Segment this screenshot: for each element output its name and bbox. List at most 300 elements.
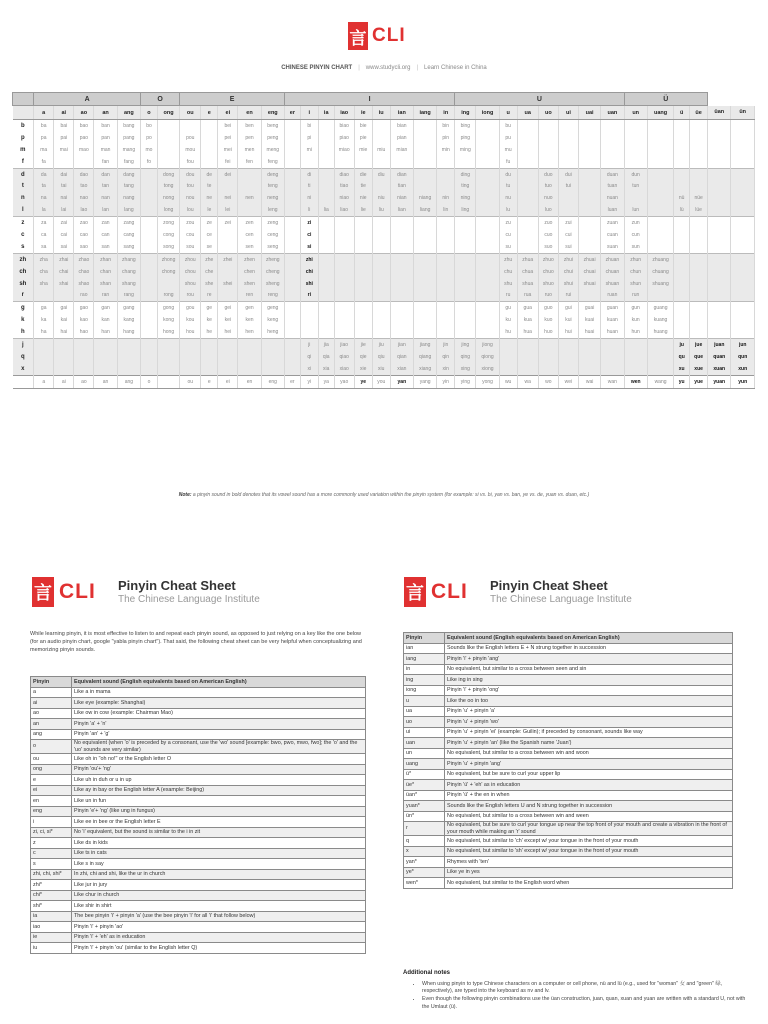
syllable-cell: bao [74, 120, 94, 132]
syllable-cell: yun [731, 375, 755, 388]
syllable-cell: qing [455, 351, 476, 363]
syllable-cell: tou [180, 180, 201, 192]
equivalent-cell: Pinyin 'u' + pinyin 'ei' (example: Guilin); if preceded by consonant, sounds like way [445, 727, 733, 738]
pinyin-cell: shi* [31, 901, 72, 912]
syllable-cell [34, 351, 54, 363]
syllable-cell: qian [390, 351, 413, 363]
syllable-cell: ke [201, 314, 218, 326]
syllable-cell: wen [624, 375, 647, 388]
syllable-cell [318, 156, 334, 168]
syllable-cell [141, 266, 158, 278]
syllable-cell [74, 363, 94, 375]
syllable-cell [284, 168, 300, 180]
cheat-row [404, 738, 733, 749]
initial-cell: b [13, 120, 34, 132]
syllable-cell [690, 132, 708, 144]
final-header: e [201, 106, 218, 120]
syllable-cell: leng [261, 204, 284, 216]
cheat-row [404, 643, 733, 654]
syllable-cell [34, 363, 54, 375]
syllable-cell: dai [54, 168, 74, 180]
syllable-cell: zhan [94, 253, 117, 265]
syllable-cell: lang [117, 204, 140, 216]
syllable-cell [141, 168, 158, 180]
syllable-cell: ce [201, 229, 218, 241]
syllable-cell [284, 266, 300, 278]
pinyin-cell: ün* [404, 811, 445, 822]
syllable-cell [674, 241, 690, 253]
cheat-row [404, 822, 733, 836]
equivalent-cell: Like un in fun [72, 796, 366, 807]
syllable-cell: gu [499, 302, 517, 314]
syllable-cell: suan [601, 241, 624, 253]
equivalent-cell: Pinyin 'i' + pinyin 'ong' [445, 685, 733, 696]
pinyin-cell: wen* [404, 878, 445, 889]
cheat-row [31, 740, 366, 754]
syllable-cell [201, 363, 218, 375]
syllable-cell: ta [34, 180, 54, 192]
syllable-cell: ni [300, 192, 318, 204]
syllable-cell [624, 363, 647, 375]
equivalent-cell: No equivalent, but similar to a cross between seen and sin [445, 664, 733, 675]
pinyin-cell: an [31, 719, 72, 730]
note-item: • When using pinyin to type Chinese characters on a computer or cell phone, nü and lü (e.g., used for "woman" 女 and "green" 绿, respectively), are typed into the keyboard as nv and lv. [422, 981, 752, 995]
site-link[interactable]: www.studycli.org [365, 65, 411, 71]
syllable-cell: nie [354, 192, 372, 204]
syllable-cell: shi [300, 278, 318, 290]
syllable-cell [455, 156, 476, 168]
syllable-cell: pian [390, 132, 413, 144]
equivalent-cell: Pinyin 'i' + pinyin 'ang' [445, 654, 733, 665]
chart-row [13, 339, 755, 351]
syllable-cell [690, 144, 708, 156]
syllable-cell: zhen [238, 253, 261, 265]
syllable-cell: ran [94, 289, 117, 301]
equivalent-cell: Sounds like the English letters E + N strung together in succession [445, 643, 733, 654]
syllable-cell [647, 120, 673, 132]
syllable-cell: tun [624, 180, 647, 192]
syllable-cell: chuo [538, 266, 558, 278]
syllable-cell: men [238, 144, 261, 156]
syllable-cell: gao [74, 302, 94, 314]
syllable-cell [731, 168, 755, 180]
syllable-cell [731, 278, 755, 290]
syllable-cell: huan [601, 326, 624, 338]
equivalent-cell: The bee pinyin 'i' + pinyin 'a' (use the bee pinyin 'i' for all 'i' that follow below) [72, 911, 366, 922]
syllable-cell: shu [499, 278, 517, 290]
syllable-cell [238, 168, 261, 180]
syllable-cell: nin [437, 192, 455, 204]
syllable-cell: ming [455, 144, 476, 156]
pinyin-cell: i [31, 817, 72, 828]
syllable-cell: zeng [261, 217, 284, 229]
syllable-cell [558, 156, 578, 168]
syllable-cell: zhu [499, 253, 517, 265]
final-header: ie [354, 106, 372, 120]
syllable-cell [624, 156, 647, 168]
syllable-cell [647, 241, 673, 253]
syllable-cell: po [141, 132, 158, 144]
syllable-cell [601, 120, 624, 132]
syllable-cell: bo [141, 120, 158, 132]
final-header: ao [74, 106, 94, 120]
initial-cell: c [13, 229, 34, 241]
chart-row [13, 144, 755, 156]
syllable-cell: dian [390, 168, 413, 180]
syllable-cell [558, 132, 578, 144]
pinyin-cell: u [404, 696, 445, 707]
syllable-cell: lan [94, 204, 117, 216]
syllable-cell [318, 168, 334, 180]
syllable-cell [601, 132, 624, 144]
chart-row [13, 192, 755, 204]
syllable-cell [708, 253, 731, 265]
syllable-cell: chui [558, 266, 578, 278]
syllable-cell: bang [117, 120, 140, 132]
syllable-cell [558, 120, 578, 132]
syllable-cell [238, 351, 261, 363]
syllable-cell [284, 302, 300, 314]
final-header [13, 106, 34, 120]
syllable-cell [284, 144, 300, 156]
syllable-cell: na [34, 192, 54, 204]
syllable-cell: pen [238, 132, 261, 144]
syllable-cell: tiao [334, 180, 354, 192]
syllable-cell: ying [455, 375, 476, 388]
syllable-cell: mao [74, 144, 94, 156]
syllable-cell: pie [354, 132, 372, 144]
syllable-cell: li [300, 204, 318, 216]
syllable-cell: lu [499, 204, 517, 216]
syllable-cell: dun [624, 168, 647, 180]
syllable-cell [674, 156, 690, 168]
cheat-row [404, 801, 733, 812]
cheat-row [404, 857, 733, 868]
syllable-cell: mi [300, 144, 318, 156]
chart-row [13, 302, 755, 314]
logo-glyph: 言 [32, 577, 54, 607]
syllable-cell: you [372, 375, 390, 388]
syllable-cell: rong [157, 289, 179, 301]
syllable-cell: bu [499, 120, 517, 132]
initial-cell: sh [13, 278, 34, 290]
syllable-cell [284, 253, 300, 265]
syllable-cell [731, 289, 755, 301]
cheat-row [31, 764, 366, 775]
syllable-cell: ban [94, 120, 117, 132]
chart-row [13, 278, 755, 290]
syllable-cell [708, 302, 731, 314]
syllable-cell: biao [334, 120, 354, 132]
final-header: ou [180, 106, 201, 120]
syllable-cell [476, 180, 499, 192]
syllable-cell: pei [218, 132, 238, 144]
cheat-row [404, 759, 733, 770]
syllable-cell: gui [558, 302, 578, 314]
syllable-cell: zou [180, 217, 201, 229]
syllable-cell: tuan [601, 180, 624, 192]
equivalent-cell: No equivalent (when 'o' is preceded by a consonant, use the 'wo' sound [example: bwo, pwo, mwo, fwo]; the 'o' and the 'uo' sounds are very similar) [72, 740, 366, 754]
cheat-row [404, 727, 733, 738]
syllable-cell [284, 120, 300, 132]
syllable-cell [117, 363, 140, 375]
syllable-cell [578, 289, 600, 301]
syllable-cell: shuai [578, 278, 600, 290]
syllable-cell: jia [318, 339, 334, 351]
equivalent-cell: Like jur in jury [72, 880, 366, 891]
syllable-cell: shui [558, 278, 578, 290]
syllable-cell: jiong [476, 339, 499, 351]
syllable-cell: tang [117, 180, 140, 192]
cheat-row [404, 878, 733, 889]
syllable-cell: jiao [334, 339, 354, 351]
cheat-row [31, 911, 366, 922]
syllable-cell [476, 278, 499, 290]
syllable-cell: wu [499, 375, 517, 388]
syllable-cell: gan [94, 302, 117, 314]
syllable-cell: kang [117, 314, 140, 326]
syllable-cell: chong [157, 266, 179, 278]
syllable-cell [141, 278, 158, 290]
syllable-cell: hang [117, 326, 140, 338]
syllable-cell: cang [117, 229, 140, 241]
chart-title: CHINESE PINYIN CHART [281, 65, 353, 71]
syllable-cell [201, 120, 218, 132]
syllable-cell: kou [180, 314, 201, 326]
syllable-cell [517, 192, 538, 204]
syllable-cell: fan [94, 156, 117, 168]
syllable-cell [117, 351, 140, 363]
syllable-cell: shang [117, 278, 140, 290]
syllable-cell [261, 351, 284, 363]
final-header: ai [54, 106, 74, 120]
syllable-cell [141, 363, 158, 375]
syllable-cell: wa [517, 375, 538, 388]
syllable-cell: ye [354, 375, 372, 388]
cheat-row [31, 932, 366, 943]
syllable-cell [180, 339, 201, 351]
cheat-row [404, 867, 733, 878]
equivalent-cell: Like ee in bee or the English letter E [72, 817, 366, 828]
syllable-cell [476, 144, 499, 156]
syllable-cell: lei [218, 204, 238, 216]
syllable-cell [455, 289, 476, 301]
cheat-row [404, 675, 733, 686]
syllable-cell: xi [300, 363, 318, 375]
syllable-cell: zong [157, 217, 179, 229]
syllable-cell: le [201, 204, 218, 216]
syllable-cell: eng [261, 375, 284, 388]
syllable-cell [284, 180, 300, 192]
logo-glyph: 言 [404, 577, 426, 607]
cheat-row [31, 922, 366, 933]
syllable-cell [238, 204, 261, 216]
cheat-row [404, 790, 733, 801]
syllable-cell [318, 278, 334, 290]
equivalent-cell: No 'i' equivalent, but the sound is similar to the i in zit [72, 827, 366, 838]
syllable-cell: wang [647, 375, 673, 388]
syllable-cell: xiu [372, 363, 390, 375]
final-header: uan [601, 106, 624, 120]
syllable-cell: pu [499, 132, 517, 144]
syllable-cell [318, 266, 334, 278]
pinyin-cell: q [404, 836, 445, 847]
initial-cell: n [13, 192, 34, 204]
syllable-cell [708, 314, 731, 326]
final-header: eng [261, 106, 284, 120]
syllable-cell [238, 339, 261, 351]
syllable-cell [372, 289, 390, 301]
syllable-cell: peng [261, 132, 284, 144]
syllable-cell [372, 314, 390, 326]
syllable-cell [624, 132, 647, 144]
syllable-cell [647, 180, 673, 192]
syllable-cell: xiong [476, 363, 499, 375]
syllable-cell [157, 120, 179, 132]
syllable-cell [731, 302, 755, 314]
syllable-cell: sang [117, 241, 140, 253]
syllable-cell [578, 229, 600, 241]
cheat-row [404, 836, 733, 847]
syllable-cell: hui [558, 326, 578, 338]
syllable-cell [690, 253, 708, 265]
equivalent-cell: Like ds in kids [72, 838, 366, 849]
syllable-cell: gai [54, 302, 74, 314]
cheat-title-right: Pinyin Cheat Sheet [490, 578, 608, 593]
syllable-cell: ning [455, 192, 476, 204]
syllable-cell [437, 326, 455, 338]
syllable-cell [476, 253, 499, 265]
syllable-cell [117, 339, 140, 351]
syllable-cell: meng [261, 144, 284, 156]
syllable-cell: pa [34, 132, 54, 144]
final-header: iang [413, 106, 436, 120]
equivalent-cell: Like the oo in too [445, 696, 733, 707]
syllable-cell: tui [558, 180, 578, 192]
syllable-cell [455, 314, 476, 326]
syllable-cell: rao [74, 289, 94, 301]
syllable-cell [690, 120, 708, 132]
final-header: er [284, 106, 300, 120]
syllable-cell [476, 168, 499, 180]
syllable-cell: heng [261, 326, 284, 338]
syllable-cell: long [157, 204, 179, 216]
syllable-cell: neng [261, 192, 284, 204]
syllable-cell: nai [54, 192, 74, 204]
syllable-cell: qu [674, 351, 690, 363]
syllable-cell [731, 192, 755, 204]
syllable-cell: miao [334, 144, 354, 156]
chart-row [13, 132, 755, 144]
chart-header: CHINESE PINYIN CHART | www.studycli.org | Learn Chinese in China [281, 65, 487, 71]
syllable-cell [141, 229, 158, 241]
syllable-cell [708, 326, 731, 338]
syllable-cell: kan [94, 314, 117, 326]
syllable-cell: shao [74, 278, 94, 290]
syllable-cell [354, 253, 372, 265]
logo-glyph: 言 [348, 22, 368, 50]
syllable-cell [34, 289, 54, 301]
syllable-cell [731, 326, 755, 338]
equivalent-cell: No equivalent, but similar to a cross between win and woon [445, 748, 733, 759]
syllable-cell: ruo [538, 289, 558, 301]
note-label: Note: [178, 492, 192, 498]
syllable-cell: mou [180, 144, 201, 156]
cheat-table-right [403, 632, 733, 889]
syllable-cell [437, 241, 455, 253]
syllable-cell [647, 204, 673, 216]
syllable-cell [476, 132, 499, 144]
syllable-cell: mu [499, 144, 517, 156]
syllable-cell [284, 289, 300, 301]
syllable-cell [201, 339, 218, 351]
syllable-cell [318, 180, 334, 192]
syllable-cell: sheng [261, 278, 284, 290]
syllable-cell [601, 156, 624, 168]
syllable-cell [413, 314, 436, 326]
initial-cell: ch [13, 266, 34, 278]
syllable-cell [578, 156, 600, 168]
syllable-cell: jun [731, 339, 755, 351]
syllable-cell: jian [390, 339, 413, 351]
syllable-cell: pou [180, 132, 201, 144]
initial-cell: d [13, 168, 34, 180]
syllable-cell [731, 156, 755, 168]
syllable-cell: fou [180, 156, 201, 168]
syllable-cell: suo [538, 241, 558, 253]
syllable-cell: pai [54, 132, 74, 144]
syllable-cell [413, 266, 436, 278]
syllable-cell: cha [34, 266, 54, 278]
syllable-cell [731, 144, 755, 156]
syllable-cell: cuan [601, 229, 624, 241]
equivalent-cell: Like ow in cow (example: Chairman Mao) [72, 708, 366, 719]
syllable-cell: lun [624, 204, 647, 216]
syllable-cell [201, 351, 218, 363]
cheat-logo-left [32, 577, 96, 607]
syllable-cell: te [201, 180, 218, 192]
syllable-cell [261, 339, 284, 351]
syllable-cell [54, 156, 74, 168]
final-header: ua [517, 106, 538, 120]
syllable-cell: chang [117, 266, 140, 278]
pinyin-cell: ü* [404, 769, 445, 780]
syllable-cell: hei [218, 326, 238, 338]
syllable-cell [690, 156, 708, 168]
syllable-cell [284, 278, 300, 290]
syllable-cell: huai [578, 326, 600, 338]
syllable-cell [413, 217, 436, 229]
syllable-cell [318, 253, 334, 265]
syllable-cell: keng [261, 314, 284, 326]
chart-row [13, 326, 755, 338]
final-header: iu [372, 106, 390, 120]
syllable-cell [690, 289, 708, 301]
syllable-cell: sun [624, 241, 647, 253]
equivalent-cell: Pinyin 'u' + pinyin 'a' [445, 706, 733, 717]
syllable-cell: chu [499, 266, 517, 278]
pinyin-cell: ai [31, 698, 72, 709]
syllable-cell [34, 339, 54, 351]
syllable-cell [157, 363, 179, 375]
syllable-cell: shua [517, 278, 538, 290]
final-header: un [624, 106, 647, 120]
cheat-row [404, 696, 733, 707]
syllable-cell [731, 229, 755, 241]
final-header: ia [318, 106, 334, 120]
syllable-cell: zen [238, 217, 261, 229]
syllable-cell [354, 241, 372, 253]
